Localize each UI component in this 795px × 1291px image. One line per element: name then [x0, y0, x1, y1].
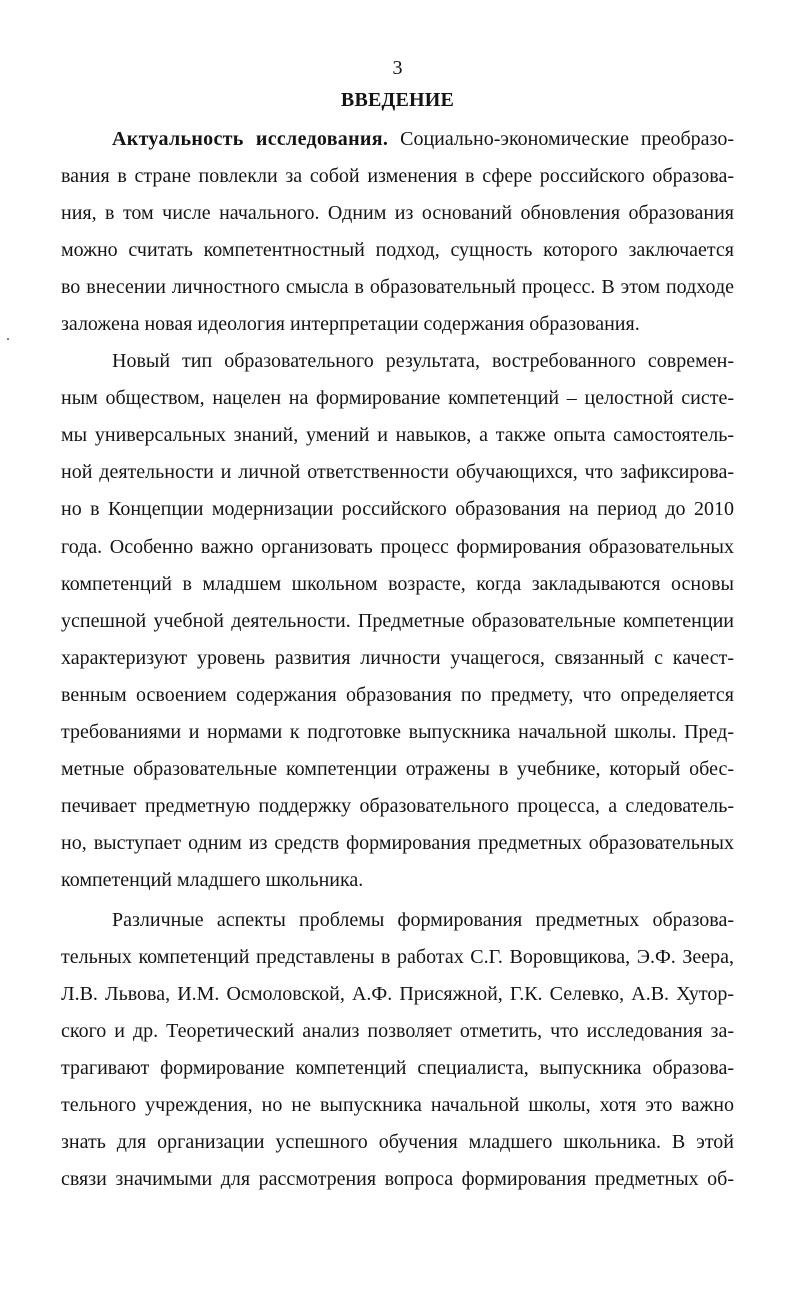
- paragraph-2-line-4: ной деятельности и личной ответственности обучающихся, что зафиксирова-: [61, 461, 734, 483]
- paragraph-3-line-3: Л.В. Львова, И.М. Осмоловской, А.Ф. Присяжной, Г.К. Селевко, А.В. Хутор-: [61, 983, 734, 1005]
- paragraph-2-line-12: метные образовательные компетенции отражены в учебнике, который обес-: [61, 758, 734, 780]
- paragraph-3-line-7: знать для организации успешного обучения младшего школьника. В этой: [61, 1131, 734, 1153]
- paragraph-2-line-13: печивает предметную поддержку образовательного процесса, а следователь-: [61, 795, 734, 817]
- paragraph-3-line-2: тельных компетенций представлены в работах С.Г. Воровщикова, Э.Ф. Зеера,: [61, 946, 734, 968]
- paragraph-2-line-3: мы универсальных знаний, умений и навыков, а также опыта самостоятель-: [61, 424, 734, 446]
- section-heading: ВВЕДЕНИЕ: [340, 89, 455, 111]
- paragraph-2-line-9: характеризуют уровень развития личности учащегося, связанный с качест-: [61, 647, 734, 669]
- paragraph-2-line-5: но в Концепции модернизации российского образования на период до 2010: [61, 498, 734, 520]
- paragraph-2-line-15: компетенций младшего школьника.: [61, 869, 364, 891]
- paragraph-2-line-6: года. Особенно важно организовать процесс формирования образовательных: [61, 536, 734, 558]
- paragraph-3-line-4: ского и др. Теоретический анализ позволяет отметить, что исследования за-: [61, 1020, 734, 1042]
- paragraph-1-line-1: [112, 127, 734, 151]
- paragraph-1-line-6: заложена новая идеология интерпретации содержания образования.: [61, 313, 640, 335]
- paragraph-2-line-1: Новый тип образовательного результата, востребованного современ-: [112, 350, 734, 372]
- paragraph-2-line-7: компетенций в младшем школьном возрасте, когда закладываются основы: [61, 573, 734, 595]
- paragraph-2-line-11: требованиями и нормами к подготовке выпускника начальной школы. Пред-: [61, 721, 734, 743]
- lead-phrase: Актуальность исследования.: [112, 128, 389, 150]
- paragraph-1-line-2: вания в стране повлекли за собой изменения в сфере российского образова-: [61, 165, 734, 187]
- page-number: 3: [392, 57, 403, 79]
- paragraph-1-line-3: ния, в том числе начального. Одним из оснований обновления образования: [61, 202, 734, 224]
- paragraph-1-line-4: можно считать компетентностный подход, сущность которого заключается: [61, 239, 734, 261]
- paragraph-2-line-10: венным освоением содержания образования по предмету, что определяется: [61, 684, 734, 706]
- paragraph-2-line-14: но, выступает одним из средств формирования предметных образовательных: [61, 832, 734, 854]
- paragraph-1-line-5: во внесении личностного смысла в образовательный процесс. В этом подходе: [61, 276, 734, 298]
- paragraph-3-line-6: тельного учреждения, но не выпускника начальной школы, хотя это важно: [61, 1094, 734, 1116]
- paragraph-2-line-8: успешной учебной деятельности. Предметные образовательные компетенции: [61, 610, 734, 632]
- paragraph-2-line-2: ным обществом, нацелен на формирование компетенций – целостной систе-: [61, 387, 734, 409]
- paragraph-3-line-1: Различные аспекты проблемы формирования предметных образова-: [112, 909, 734, 931]
- paragraph-3-line-8: связи значимыми для рассмотрения вопроса формирования предметных об-: [61, 1168, 734, 1190]
- paragraph-3-line-5: трагивают формирование компетенций специалиста, выпускника образова-: [61, 1057, 734, 1079]
- margin-speck: [7, 338, 9, 340]
- paragraph-1-line-1-text: Социально-экономические преобразо-: [388, 128, 734, 150]
